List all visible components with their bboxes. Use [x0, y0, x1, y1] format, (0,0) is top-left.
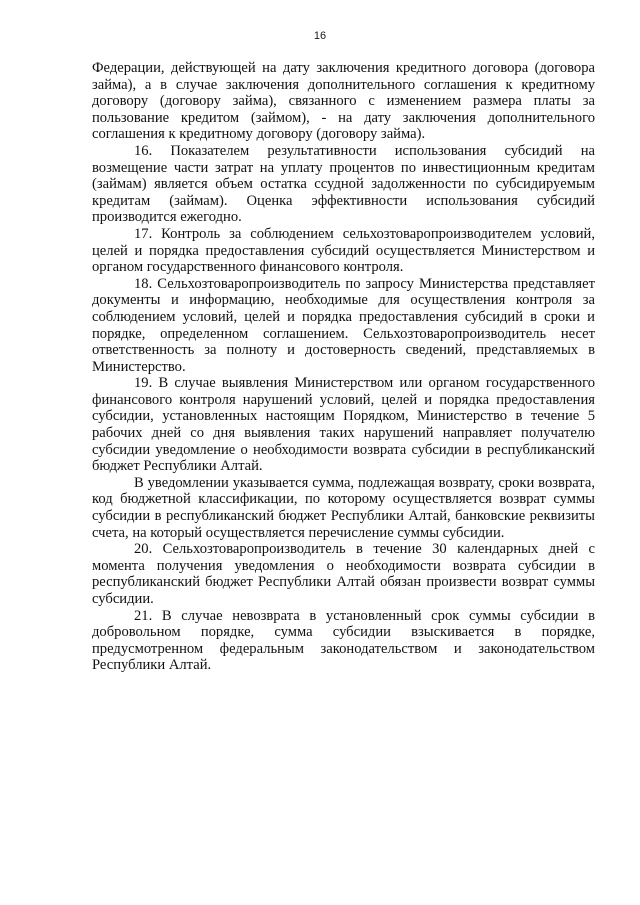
- paragraph-continuation: Федерации, действующей на дату заключения кредитного договора (договора займа), а в случае заключения дополнительного соглашения к кредитному договору (договору займа), связанного с изменением размера платы за пользование кредитом (займом), - на дату заключения дополнительного соглашения к кредитному договору (договору займа).: [92, 60, 595, 143]
- paragraph-18: 18. Сельхозтоваропроизводитель по запросу Министерства представляет документы и информацию, необходимые для осуществления контроля за соблюдением условий, целей и порядка предоставления субсидий в сроки и порядке, определенном соглашением. Сельхозтоваропроизводитель несет ответственность за полноту и достоверность сведений, представляемых в Министерство.: [92, 275, 595, 375]
- paragraph-17: 17. Контроль за соблюдением сельхозтоваропроизводителем условий, целей и порядка предоставления субсидий осуществляется Министерством и органом государственного финансового контроля.: [92, 225, 595, 276]
- paragraph-20: 20. Сельхозтоваропроизводитель в течение 30 календарных дней с момента получения уведомления о необходимости возврата субсидии в республиканский бюджет Республики Алтай обязан произвести возврат суммы субсидии.: [92, 541, 595, 607]
- paragraph-19: 19. В случае выявления Министерством или органом государственного финансового контроля нарушений условий, целей и порядка предоставления субсидии, установленных настоящим Порядком, Министерство в течение 5 рабочих дней со дня выявления таких нарушений направляет получателю субсидии уведомление о необходимости возврата субсидии в республиканский бюджет Республики Алтай.: [92, 375, 595, 475]
- page-number: 16: [313, 30, 327, 42]
- paragraph-21: 21. В случае невозврата в установленный срок суммы субсидии в добровольном порядке, сумма субсидии взыскивается в порядке, предусмотренном федеральным законодательством и законодательством Республики Алтай.: [92, 607, 595, 674]
- paragraph-19-notice: В уведомлении указывается сумма, подлежащая возврату, сроки возврата, код бюджетной классификации, по которому осуществляется возврат суммы субсидии в республиканский бюджет Республики Алтай, банковские реквизиты счета, на который осуществляется перечисление суммы субсидии.: [92, 474, 595, 541]
- paragraph-16: 16. Показателем результативности использования субсидий на возмещение части затрат на уплату процентов по инвестиционным кредитам (займам) является объем остатка ссудной задолженности по субсидируемым кредитам (займам). Оценка эффективности использования субсидий производится ежегодно.: [92, 142, 595, 226]
- document-body: [92, 60, 595, 674]
